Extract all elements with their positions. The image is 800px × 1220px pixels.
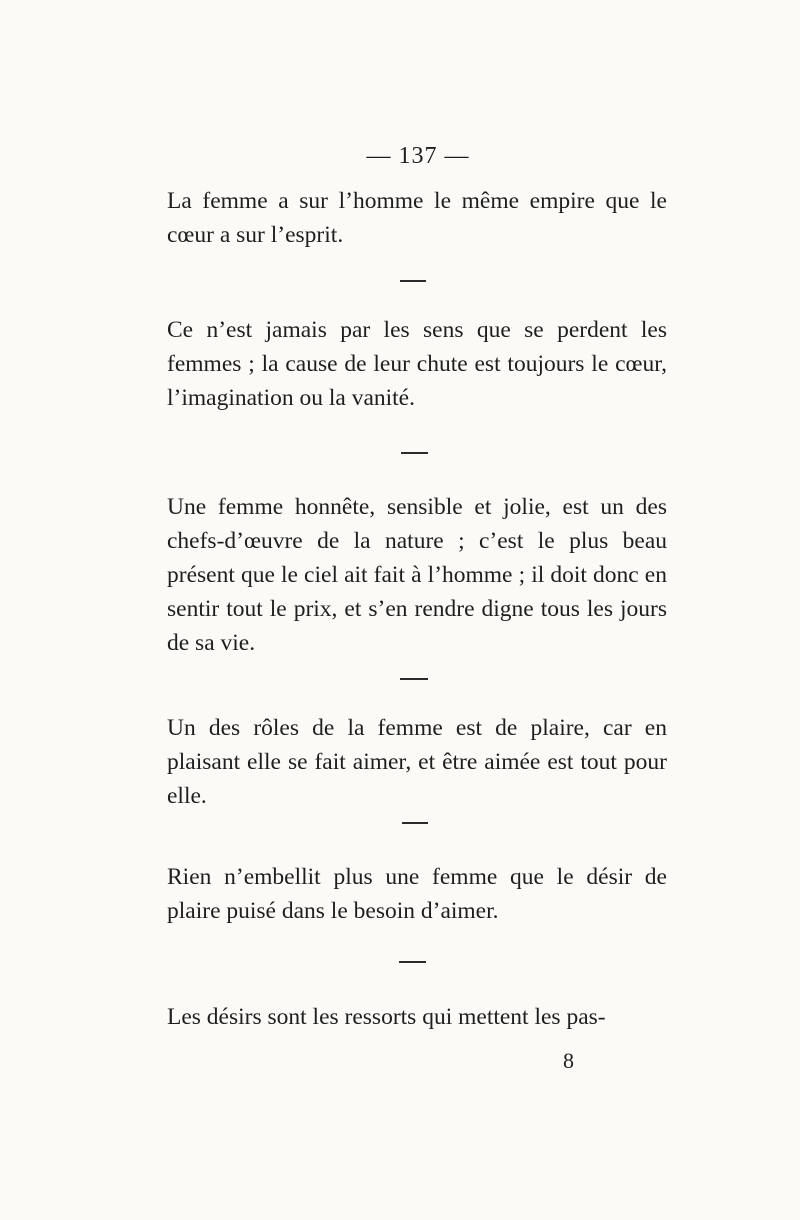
separator-dash: [400, 280, 426, 282]
paragraph-text: La femme a sur l’homme le même empire que le cœur a sur l’esprit.: [167, 188, 667, 248]
paragraph-text: Un des rôles de la femme est de plaire, car en plaisant elle se fait aimer, et être aimée est tout pour elle.: [167, 715, 667, 809]
paragraph-2: [167, 313, 667, 415]
paragraph-text: Les désirs sont les ressorts qui mettent les pas-: [167, 1004, 606, 1030]
separator-dash: [402, 822, 428, 824]
separator-dash: [401, 452, 428, 454]
paragraph-text: Une femme honnête, sensible et jolie, est un des chefs-d’œuvre de la nature ; c’est le plus beau présent que le ciel ait fait à l’homme ; il doit donc en sentir tout le prix, et s’en rendre digne tous les jours de sa vie.: [167, 494, 667, 656]
paragraph-5: [167, 860, 667, 928]
paragraph-6: [167, 1000, 667, 1034]
paragraph-text: Ce n’est jamais par les sens que se perdent les femmes ; la cause de leur chute est toujours le cœur, l’imagination ou la vanité.: [167, 317, 667, 411]
paragraph-text: Rien n’embellit plus une femme que le désir de plaire puisé dans le besoin d’aimer.: [167, 864, 667, 924]
paragraph-3: [167, 490, 667, 660]
page-header: — 137 —: [366, 143, 470, 169]
paragraph-4: [167, 711, 667, 813]
paragraph-1: [167, 184, 667, 252]
separator-dash: [399, 961, 426, 963]
signature-mark: 8: [563, 1048, 574, 1073]
separator-dash: [400, 678, 428, 680]
